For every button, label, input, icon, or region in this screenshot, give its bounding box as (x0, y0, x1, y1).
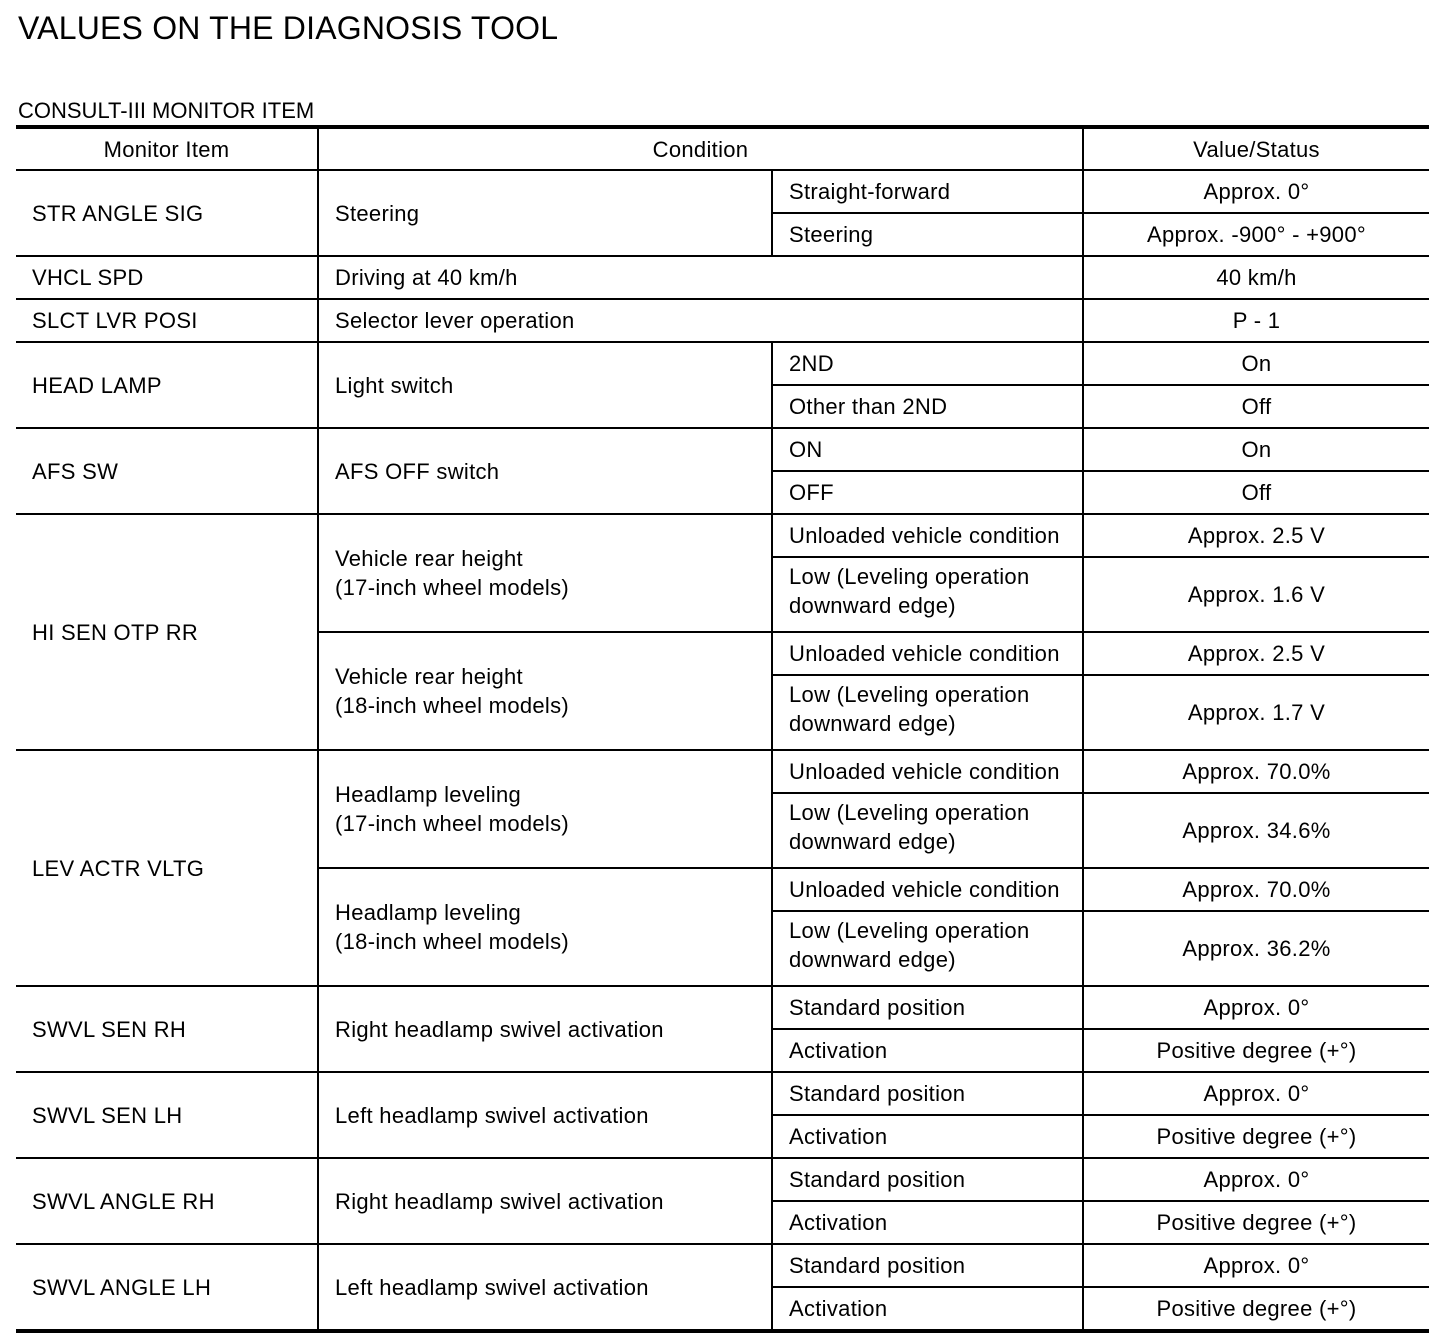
sub-condition-cell: Straight-forward (772, 170, 1083, 213)
table-row (16, 1072, 1429, 1115)
monitor-item-cell: HEAD LAMP (16, 342, 318, 428)
table-row (16, 256, 1429, 299)
sub-condition-line: Low (Leveling operation (789, 682, 1030, 707)
table-row (16, 750, 1429, 793)
condition-line: (18-inch wheel models) (335, 929, 570, 954)
table-header-row (16, 127, 1429, 170)
condition-line: (17-inch wheel models) (335, 575, 570, 600)
condition-line: (17-inch wheel models) (335, 811, 570, 836)
sub-condition-cell (772, 557, 1083, 632)
monitor-item-cell: AFS SW (16, 428, 318, 514)
sub-condition-line: downward edge) (789, 593, 956, 618)
value-cell: On (1083, 428, 1429, 471)
sub-condition-cell: Other than 2ND (772, 385, 1083, 428)
value-cell: Off (1083, 471, 1429, 514)
monitor-item-cell: SLCT LVR POSI (16, 299, 318, 342)
table-row (16, 514, 1429, 557)
value-cell: Positive degree (+°) (1083, 1029, 1429, 1072)
monitor-item-cell: SWVL SEN LH (16, 1072, 318, 1158)
table-row (16, 1244, 1429, 1287)
sub-condition-cell: Activation (772, 1115, 1083, 1158)
sub-condition-cell: Activation (772, 1201, 1083, 1244)
condition-cell (318, 632, 772, 750)
table-row (16, 342, 1429, 385)
condition-line: Headlamp leveling (335, 782, 522, 807)
condition-cell: Right headlamp swivel activation (318, 986, 772, 1072)
value-cell: Approx. 0° (1083, 1072, 1429, 1115)
header-value-status: Value/Status (1083, 127, 1429, 170)
table-caption: CONSULT-III MONITOR ITEM (18, 98, 315, 123)
sub-condition-cell: ON (772, 428, 1083, 471)
table-row (16, 428, 1429, 471)
value-cell: Approx. 70.0% (1083, 750, 1429, 793)
table-row (16, 1158, 1429, 1201)
monitor-item-cell: VHCL SPD (16, 256, 318, 299)
table-row (16, 299, 1429, 342)
sub-condition-cell: Standard position (772, 1072, 1083, 1115)
value-cell: Approx. 70.0% (1083, 868, 1429, 911)
sub-condition-cell (772, 675, 1083, 750)
value-cell: Approx. 0° (1083, 1158, 1429, 1201)
value-cell: Approx. 0° (1083, 170, 1429, 213)
value-cell: P - 1 (1083, 299, 1429, 342)
condition-cell: Steering (318, 170, 772, 256)
sub-condition-cell: Standard position (772, 986, 1083, 1029)
sub-condition-cell (772, 911, 1083, 986)
monitor-item-cell: SWVL ANGLE LH (16, 1244, 318, 1331)
value-cell: Approx. 2.5 V (1083, 632, 1429, 675)
sub-condition-line: downward edge) (789, 711, 956, 736)
value-cell: Approx. 2.5 V (1083, 514, 1429, 557)
condition-cell: Selector lever operation (318, 299, 1083, 342)
value-cell: Positive degree (+°) (1083, 1115, 1429, 1158)
monitor-item-cell: LEV ACTR VLTG (16, 750, 318, 986)
condition-line: (18-inch wheel models) (335, 693, 570, 718)
page-title: VALUES ON THE DIAGNOSIS TOOL (18, 10, 559, 46)
monitor-item-cell: STR ANGLE SIG (16, 170, 318, 256)
sub-condition-cell: Standard position (772, 1244, 1083, 1287)
sub-condition-cell: OFF (772, 471, 1083, 514)
sub-condition-cell: 2ND (772, 342, 1083, 385)
sub-condition-cell: Activation (772, 1029, 1083, 1072)
condition-cell: Right headlamp swivel activation (318, 1158, 772, 1244)
table-row (16, 986, 1429, 1029)
sub-condition-cell: Activation (772, 1287, 1083, 1331)
sub-condition-line: Low (Leveling operation (789, 800, 1030, 825)
condition-cell (318, 514, 772, 632)
monitor-item-cell: SWVL ANGLE RH (16, 1158, 318, 1244)
value-cell: On (1083, 342, 1429, 385)
sub-condition-cell: Unloaded vehicle condition (772, 514, 1083, 557)
condition-line: Vehicle rear height (335, 546, 523, 571)
sub-condition-line: Low (Leveling operation (789, 564, 1030, 589)
value-cell: Approx. 1.6 V (1083, 557, 1429, 632)
header-condition: Condition (318, 127, 1083, 170)
condition-cell (318, 868, 772, 986)
monitor-item-table (16, 125, 1429, 1333)
value-cell: Approx. -900° - +900° (1083, 213, 1429, 256)
condition-cell: Light switch (318, 342, 772, 428)
sub-condition-cell: Unloaded vehicle condition (772, 632, 1083, 675)
monitor-item-cell: SWVL SEN RH (16, 986, 318, 1072)
sub-condition-cell: Unloaded vehicle condition (772, 868, 1083, 911)
table-row (16, 170, 1429, 213)
value-cell: Positive degree (+°) (1083, 1287, 1429, 1331)
value-cell: Approx. 36.2% (1083, 911, 1429, 986)
sub-condition-cell: Unloaded vehicle condition (772, 750, 1083, 793)
sub-condition-line: downward edge) (789, 947, 956, 972)
condition-line: Headlamp leveling (335, 900, 522, 925)
header-monitor-item: Monitor Item (16, 127, 318, 170)
monitor-item-cell: HI SEN OTP RR (16, 514, 318, 750)
value-cell: Off (1083, 385, 1429, 428)
value-cell: Approx. 1.7 V (1083, 675, 1429, 750)
condition-cell: Driving at 40 km/h (318, 256, 1083, 299)
value-cell: Approx. 0° (1083, 986, 1429, 1029)
condition-cell: Left headlamp swivel activation (318, 1244, 772, 1331)
value-cell: Approx. 0° (1083, 1244, 1429, 1287)
condition-cell: Left headlamp swivel activation (318, 1072, 772, 1158)
sub-condition-line: downward edge) (789, 829, 956, 854)
condition-cell: AFS OFF switch (318, 428, 772, 514)
sub-condition-cell: Steering (772, 213, 1083, 256)
value-cell: Positive degree (+°) (1083, 1201, 1429, 1244)
sub-condition-cell: Standard position (772, 1158, 1083, 1201)
value-cell: 40 km/h (1083, 256, 1429, 299)
condition-line: Vehicle rear height (335, 664, 523, 689)
sub-condition-line: Low (Leveling operation (789, 918, 1030, 943)
value-cell: Approx. 34.6% (1083, 793, 1429, 868)
sub-condition-cell (772, 793, 1083, 868)
condition-cell (318, 750, 772, 868)
